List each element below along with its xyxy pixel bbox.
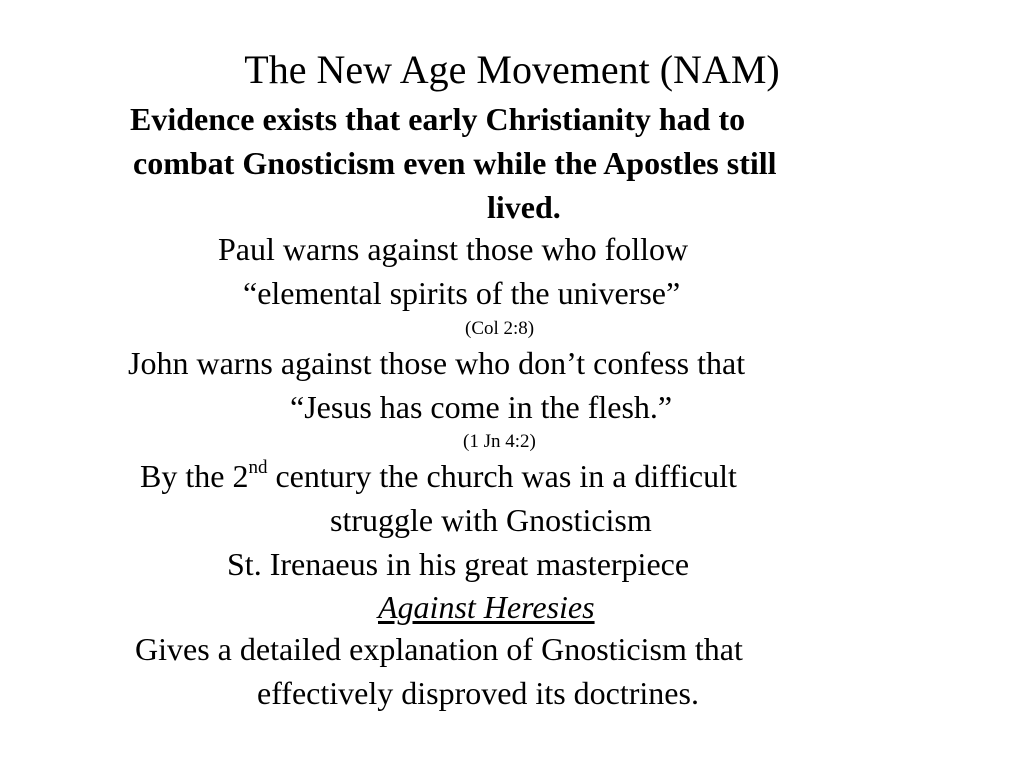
irenaeus-work-title — [378, 585, 595, 629]
paul-line-1: Paul warns against those who follow — [218, 231, 689, 267]
evidence-line-2: combat Gnosticism even while the Apostles still — [133, 145, 777, 181]
century-superscript: nd — [248, 457, 268, 479]
paul-reference: (Col 2:8) — [465, 318, 535, 339]
john-line-2: “Jesus has come in the flesh.” — [290, 389, 673, 425]
explanation-line-2: effectively disproved its doctrines. — [257, 675, 699, 711]
john-reference: (1 Jn 4:2) — [463, 431, 536, 452]
century-suffix: century the church was in a difficult — [267, 458, 737, 494]
john-line-1: John warns against those who don’t confess that — [128, 345, 746, 381]
slide-title: The New Age Movement (NAM) — [244, 47, 780, 92]
paul-line-2: “elemental spirits of the universe” — [243, 275, 681, 311]
irenaeus-line-1: St. Irenaeus in his great masterpiece — [227, 546, 690, 582]
explanation-line-1: Gives a detailed explanation of Gnosticism that — [135, 631, 743, 667]
evidence-line-3: lived. — [487, 189, 561, 225]
evidence-line-1: Evidence exists that early Christianity had to — [130, 101, 746, 137]
century-prefix: By the 2 — [140, 458, 249, 494]
century-line-2: struggle with Gnosticism — [330, 502, 652, 538]
against-heresies-title: Against Heresies — [378, 589, 595, 625]
century-line-1 — [140, 454, 737, 498]
